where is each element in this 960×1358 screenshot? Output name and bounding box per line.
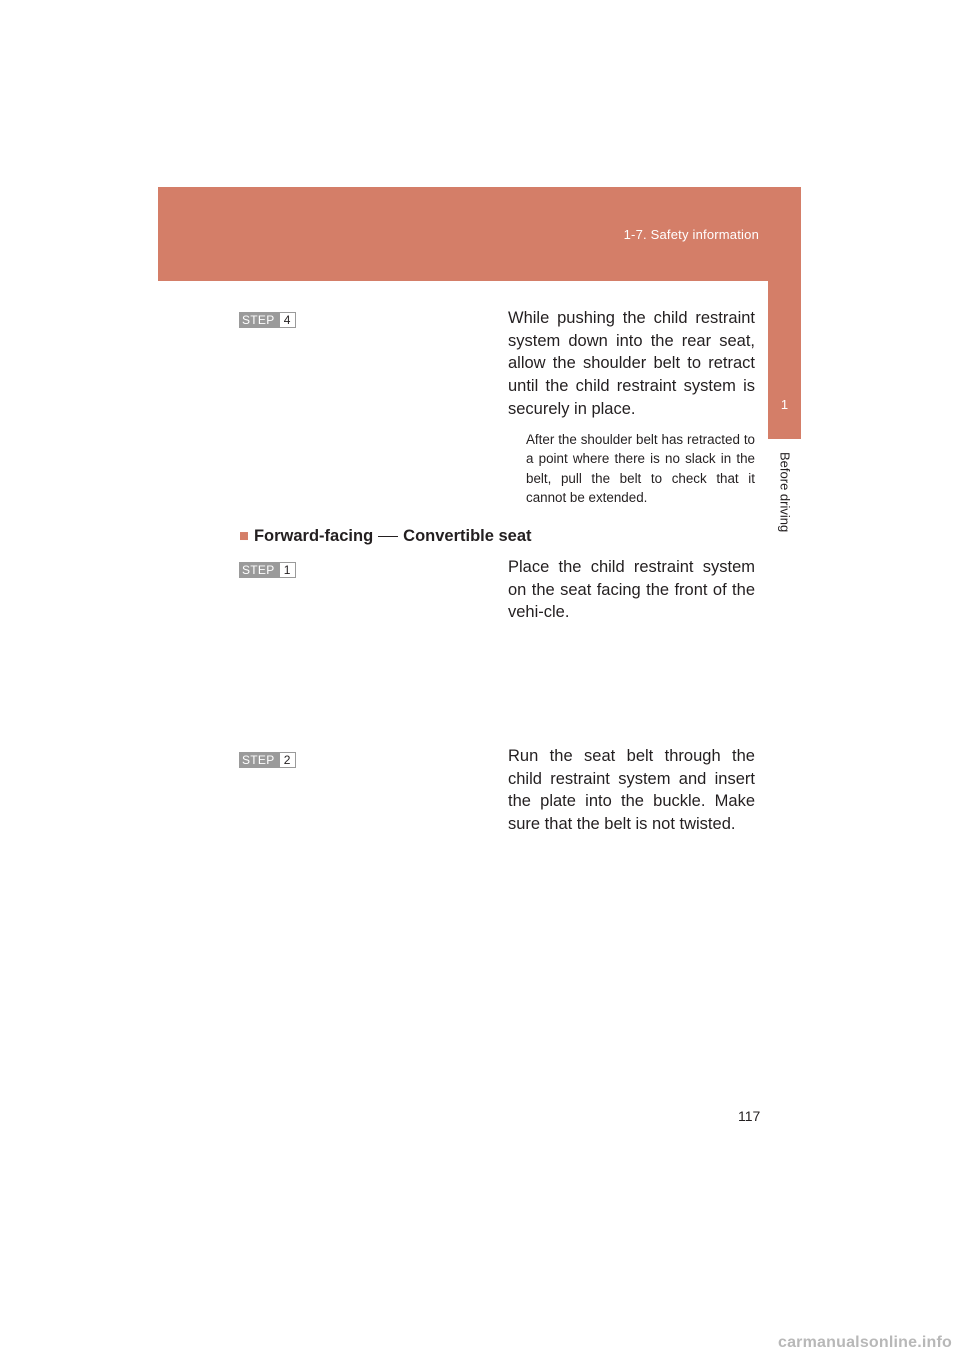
step-badge-number: 2: [279, 752, 296, 768]
step-instruction: Run the seat belt through the child restraint system and insert the plate into the buckle. Make sure that the belt is not twisted.: [508, 747, 755, 834]
section-heading-right: Convertible seat: [403, 527, 532, 545]
page-number: 117: [738, 1108, 761, 1124]
section-title: 1-7. Safety information: [623, 227, 759, 242]
chapter-label-text: Before driving: [777, 452, 793, 533]
step-badge: [239, 312, 296, 328]
step-instruction: Place the child restraint system on the seat facing the front of the vehi-cle.: [508, 558, 755, 622]
section-heading-left: Forward-facing: [253, 527, 374, 545]
step-badge-number: 4: [279, 312, 296, 328]
section-marker: ■: [239, 527, 249, 545]
chapter-number: 1: [780, 397, 789, 412]
step-badge-label: STEP: [239, 562, 279, 578]
watermark-logo: carmanualsonline.info: [777, 1334, 952, 1351]
step-badge: [239, 752, 296, 768]
chapter-label: [770, 452, 800, 572]
step-badge-number: 1: [279, 562, 296, 578]
header-band: [158, 187, 801, 281]
chapter-tab: [768, 281, 801, 439]
step-badge-label: STEP: [239, 752, 279, 768]
heading-dash: [378, 536, 398, 537]
section-heading: [239, 527, 532, 546]
step-badge: [239, 562, 296, 578]
step-instruction: While pushing the child restraint system down into the rear seat, allow the shoulder belt to retract until the child restraint system is securely in place.: [508, 309, 755, 418]
step-note: After the shoulder belt has retracted to a point where there is no slack in the belt, pull the belt to check that it cannot be extended.: [526, 432, 755, 506]
step-badge-label: STEP: [239, 312, 279, 328]
